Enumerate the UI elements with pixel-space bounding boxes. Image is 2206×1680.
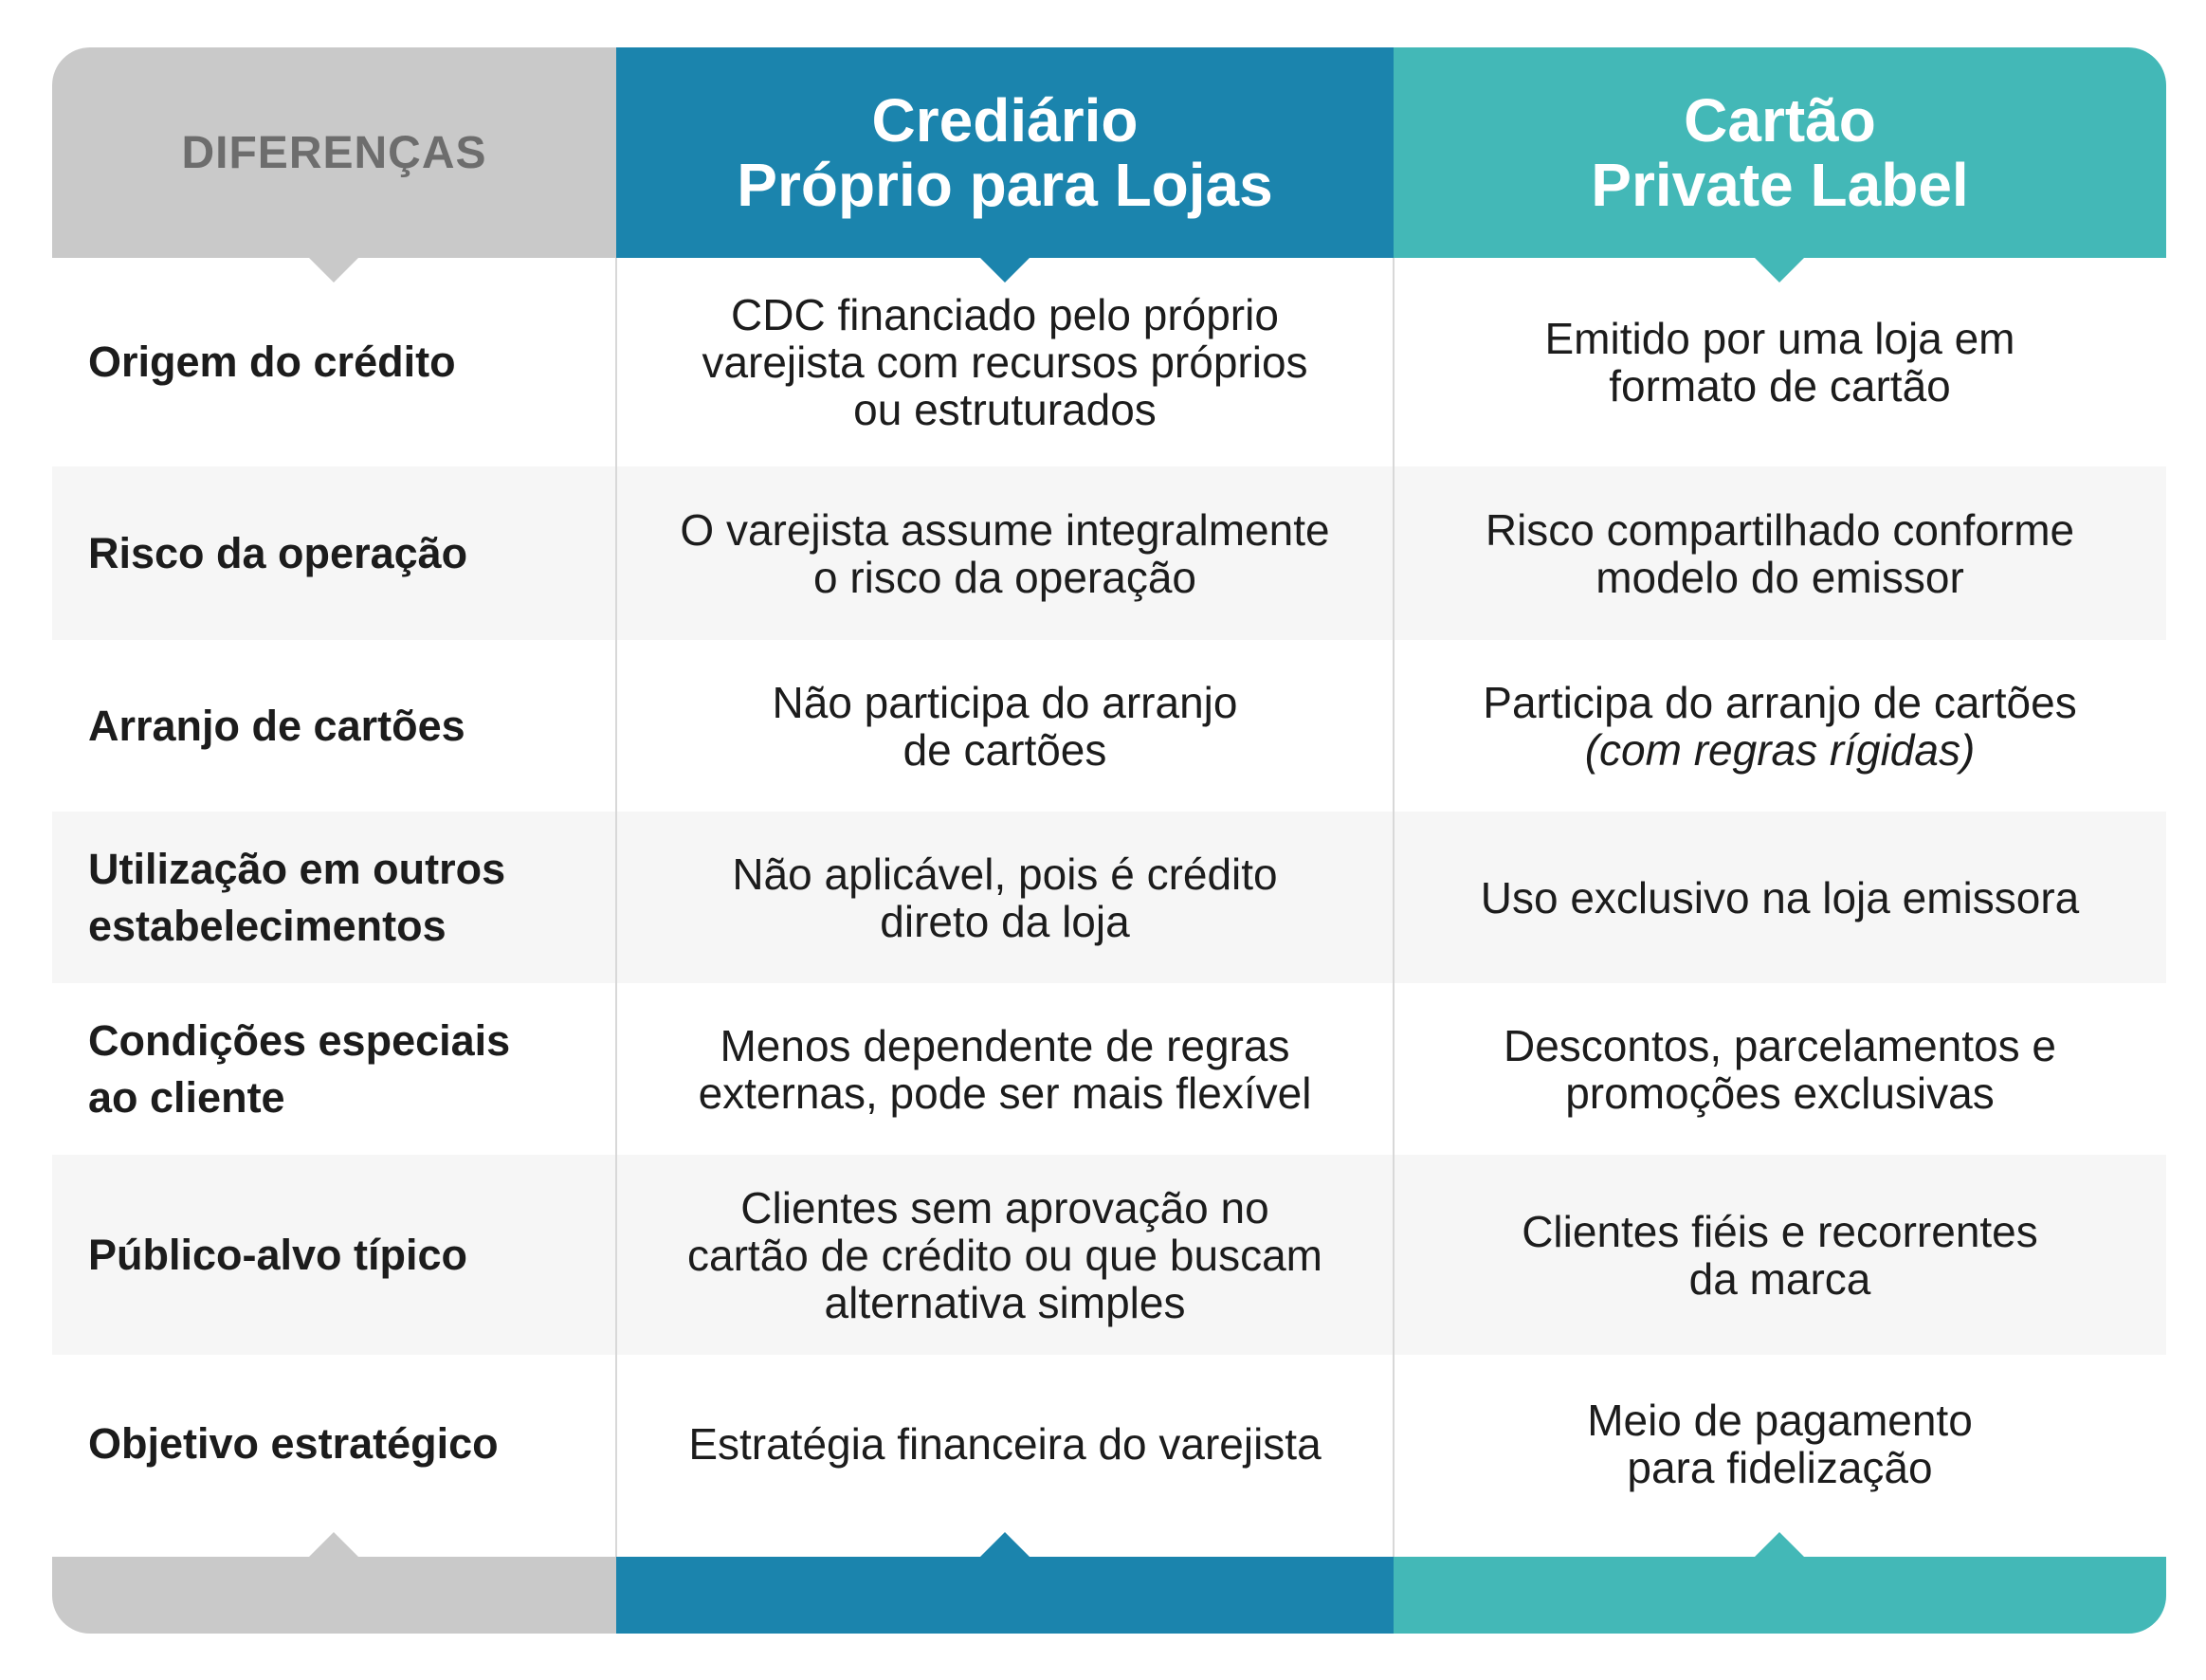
table-row [52, 1155, 2166, 1355]
row-label: Público-alvo típico [88, 1230, 468, 1279]
row-label: Condições especiais ao cliente [88, 1015, 511, 1122]
column-divider [615, 258, 617, 1604]
table-row [52, 983, 2166, 1155]
cartao-cell-note: (com regras rígidas) [1584, 724, 1976, 775]
table-row [52, 1355, 2166, 1532]
row-label: Risco da operação [88, 528, 468, 577]
header-notch [980, 258, 1030, 283]
header-notch [1755, 258, 1804, 283]
footer-notch [309, 1532, 358, 1557]
cartao-cell-text: Participa do arranjo de cartões [1483, 677, 2077, 727]
header-crediario [616, 47, 1394, 258]
footer-bar-differences [52, 1557, 616, 1634]
footer-notch [1755, 1532, 1804, 1557]
cartao-cell: Meio de pagamento para fidelização [1587, 1395, 1973, 1492]
crediario-cell: Clientes sem aprovação no cartão de crédito ou que buscam alternativa simples [687, 1182, 1322, 1327]
crediario-cell: O varejista assume integralmente o risco da operação [680, 504, 1330, 602]
crediario-cell: Não aplicável, pois é crédito direto da loja [732, 849, 1278, 946]
footer-bar-crediario [616, 1557, 1394, 1634]
cartao-cell: Emitido por uma loja em formato de cartão [1544, 314, 2015, 411]
table-row [52, 258, 2166, 466]
cartao-cell: Risco compartilhado conforme modelo do emissor [1485, 504, 2075, 602]
row-label: Origem do crédito [88, 338, 456, 386]
footer-bar-cartao [1394, 1557, 2166, 1634]
row-label: Arranjo de cartões [88, 701, 465, 750]
table-row [52, 640, 2166, 812]
crediario-cell: Não participa do arranjo de cartões [772, 677, 1238, 775]
cartao-cell: Uso exclusivo na loja emissora [1480, 872, 2080, 922]
header-crediario-label: Crediário Próprio para Lojas [737, 86, 1273, 219]
footer-notch [980, 1532, 1030, 1557]
cartao-cell: Clientes fiéis e recorrentes da marca [1522, 1206, 2038, 1304]
header-differences-label: DIFERENÇAS [181, 127, 487, 178]
header-cartao-label: Cartão Private Label [1591, 86, 1969, 219]
header-notch [309, 258, 358, 283]
crediario-cell: Estratégia financeira do varejista [688, 1418, 1322, 1469]
row-label: Objetivo estratégico [88, 1418, 499, 1468]
header-differences [52, 47, 616, 258]
column-divider [1393, 258, 1395, 1604]
table-row [52, 466, 2166, 640]
row-label: Utilização em outros estabelecimentos [88, 844, 506, 950]
table-row [52, 812, 2166, 983]
crediario-cell: CDC financiado pelo próprio varejista com recursos próprios ou estruturados [702, 290, 1308, 434]
header-cartao [1394, 47, 2166, 258]
comparison-table [52, 47, 2166, 1634]
crediario-cell: Menos dependente de regras externas, pode ser mais flexível [698, 1020, 1312, 1118]
cartao-cell [1394, 640, 2166, 812]
cartao-cell: Descontos, parcelamentos e promoções exclusivas [1504, 1020, 2056, 1118]
